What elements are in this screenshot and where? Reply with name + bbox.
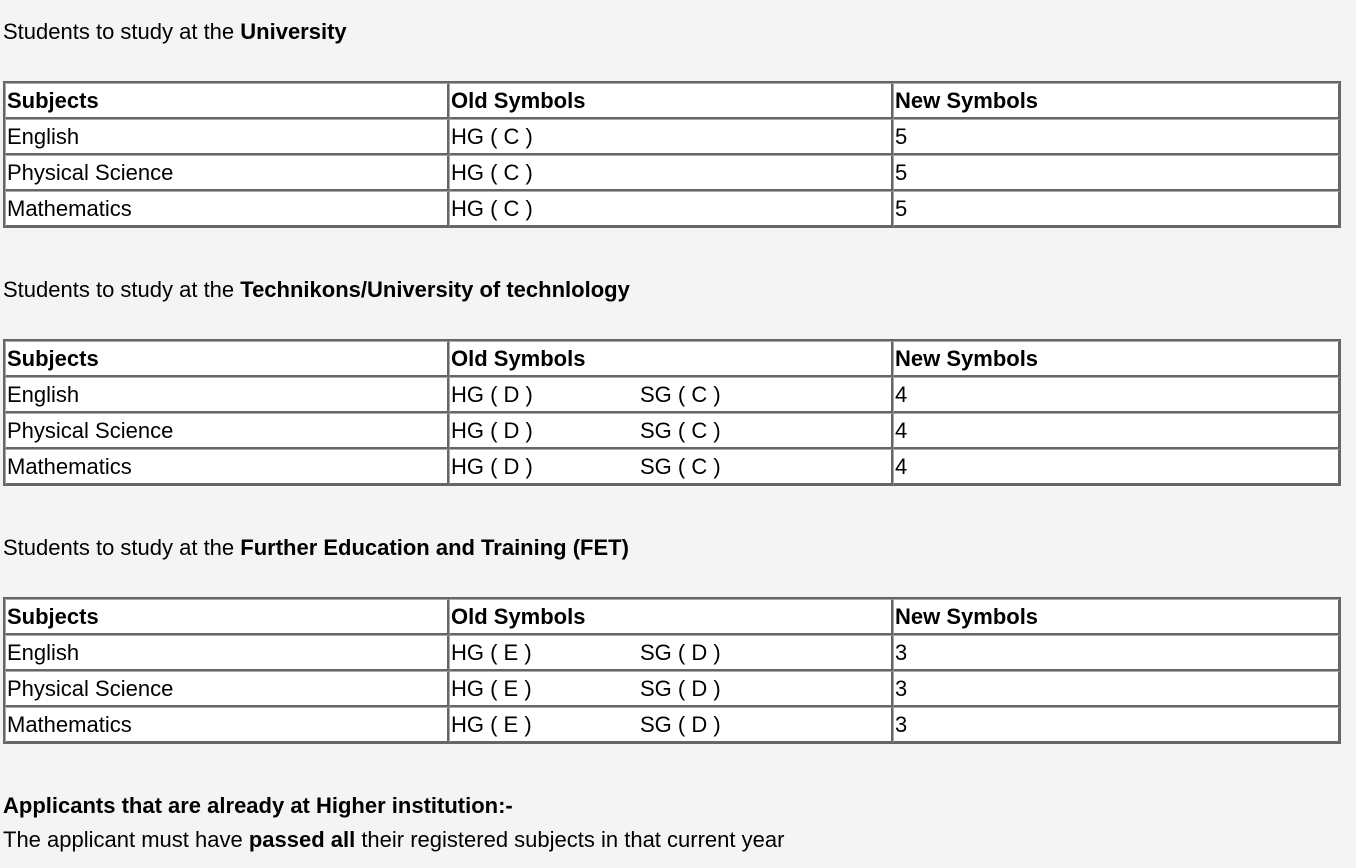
cell-old-symbol (449, 671, 893, 707)
header-old-symbols: Old Symbols (449, 341, 893, 377)
requirements-table-university (3, 81, 1341, 228)
old-sg: SG ( C ) (640, 382, 721, 407)
table-row (5, 119, 1340, 155)
old-hg: HG ( D ) (451, 454, 533, 479)
old-sg: SG ( C ) (640, 418, 721, 443)
section-heading-fet (3, 535, 629, 561)
cell-old-symbol (449, 377, 893, 413)
cell-new-symbol: 3 (893, 707, 1340, 743)
heading-bold: Technikons/University of technlology (240, 277, 630, 302)
old-sg: SG ( D ) (640, 640, 721, 665)
cell-new-symbol: 5 (893, 155, 1340, 191)
cell-new-symbol: 3 (893, 671, 1340, 707)
old-sg: SG ( D ) (640, 676, 721, 701)
header-old-symbols: Old Symbols (449, 599, 893, 635)
header-new-symbols: New Symbols (893, 341, 1340, 377)
cell-new-symbol: 4 (893, 449, 1340, 485)
header-new-symbols: New Symbols (893, 83, 1340, 119)
section-heading-technikons (3, 277, 630, 303)
table-row (5, 191, 1340, 227)
header-subjects: Subjects (5, 341, 449, 377)
cell-subject: Physical Science (5, 671, 449, 707)
cell-subject: Physical Science (5, 155, 449, 191)
requirements-table-fet (3, 597, 1341, 744)
heading-bold: University (240, 19, 347, 44)
table-row (5, 671, 1340, 707)
old-hg: HG ( C ) (451, 196, 533, 221)
header-subjects: Subjects (5, 599, 449, 635)
heading-prefix: Students to study at the (3, 535, 241, 560)
old-sg: SG ( C ) (640, 454, 721, 479)
cell-subject: Mathematics (5, 707, 449, 743)
table-row (5, 413, 1340, 449)
footer-text-suffix: their registered subjects in that current year (355, 827, 785, 852)
cell-subject: English (5, 377, 449, 413)
footer-text-prefix: The applicant must have (3, 827, 249, 852)
heading-prefix: Students to study at the (3, 19, 241, 44)
table-row (5, 707, 1340, 743)
table-header-row (5, 599, 1340, 635)
old-hg: HG ( C ) (451, 124, 533, 149)
old-sg: SG ( D ) (640, 712, 721, 737)
cell-old-symbol (449, 119, 893, 155)
cell-new-symbol: 3 (893, 635, 1340, 671)
table-header-row (5, 83, 1340, 119)
header-old-symbols: Old Symbols (449, 83, 893, 119)
cell-subject: Mathematics (5, 191, 449, 227)
section-heading-university (3, 19, 347, 45)
heading-bold: Further Education and Training (FET) (240, 535, 629, 560)
cell-subject: English (5, 119, 449, 155)
table-row (5, 155, 1340, 191)
old-hg: HG ( C ) (451, 160, 533, 185)
cell-new-symbol: 5 (893, 191, 1340, 227)
cell-subject: English (5, 635, 449, 671)
cell-old-symbol (449, 191, 893, 227)
cell-old-symbol (449, 413, 893, 449)
requirements-table-technikons (3, 339, 1341, 486)
cell-subject: Physical Science (5, 413, 449, 449)
table-row (5, 449, 1340, 485)
cell-new-symbol: 5 (893, 119, 1340, 155)
header-new-symbols: New Symbols (893, 599, 1340, 635)
cell-new-symbol: 4 (893, 413, 1340, 449)
footer-text-bold: passed all (248, 827, 356, 852)
table-row (5, 635, 1340, 671)
cell-old-symbol (449, 449, 893, 485)
old-hg: HG ( D ) (451, 382, 533, 407)
cell-new-symbol: 4 (893, 377, 1340, 413)
table-row (5, 377, 1340, 413)
cell-old-symbol (449, 707, 893, 743)
cell-old-symbol (449, 155, 893, 191)
heading-prefix: Students to study at the (3, 277, 241, 302)
header-subjects: Subjects (5, 83, 449, 119)
old-hg: HG ( E ) (451, 712, 532, 737)
higher-institution-text (3, 826, 784, 854)
higher-institution-heading: Applicants that are already at Higher institution:- (3, 793, 513, 818)
table-header-row (5, 341, 1340, 377)
old-hg: HG ( E ) (451, 640, 532, 665)
cell-old-symbol (449, 635, 893, 671)
old-hg: HG ( D ) (451, 418, 533, 443)
cell-subject: Mathematics (5, 449, 449, 485)
old-hg: HG ( E ) (451, 676, 532, 701)
